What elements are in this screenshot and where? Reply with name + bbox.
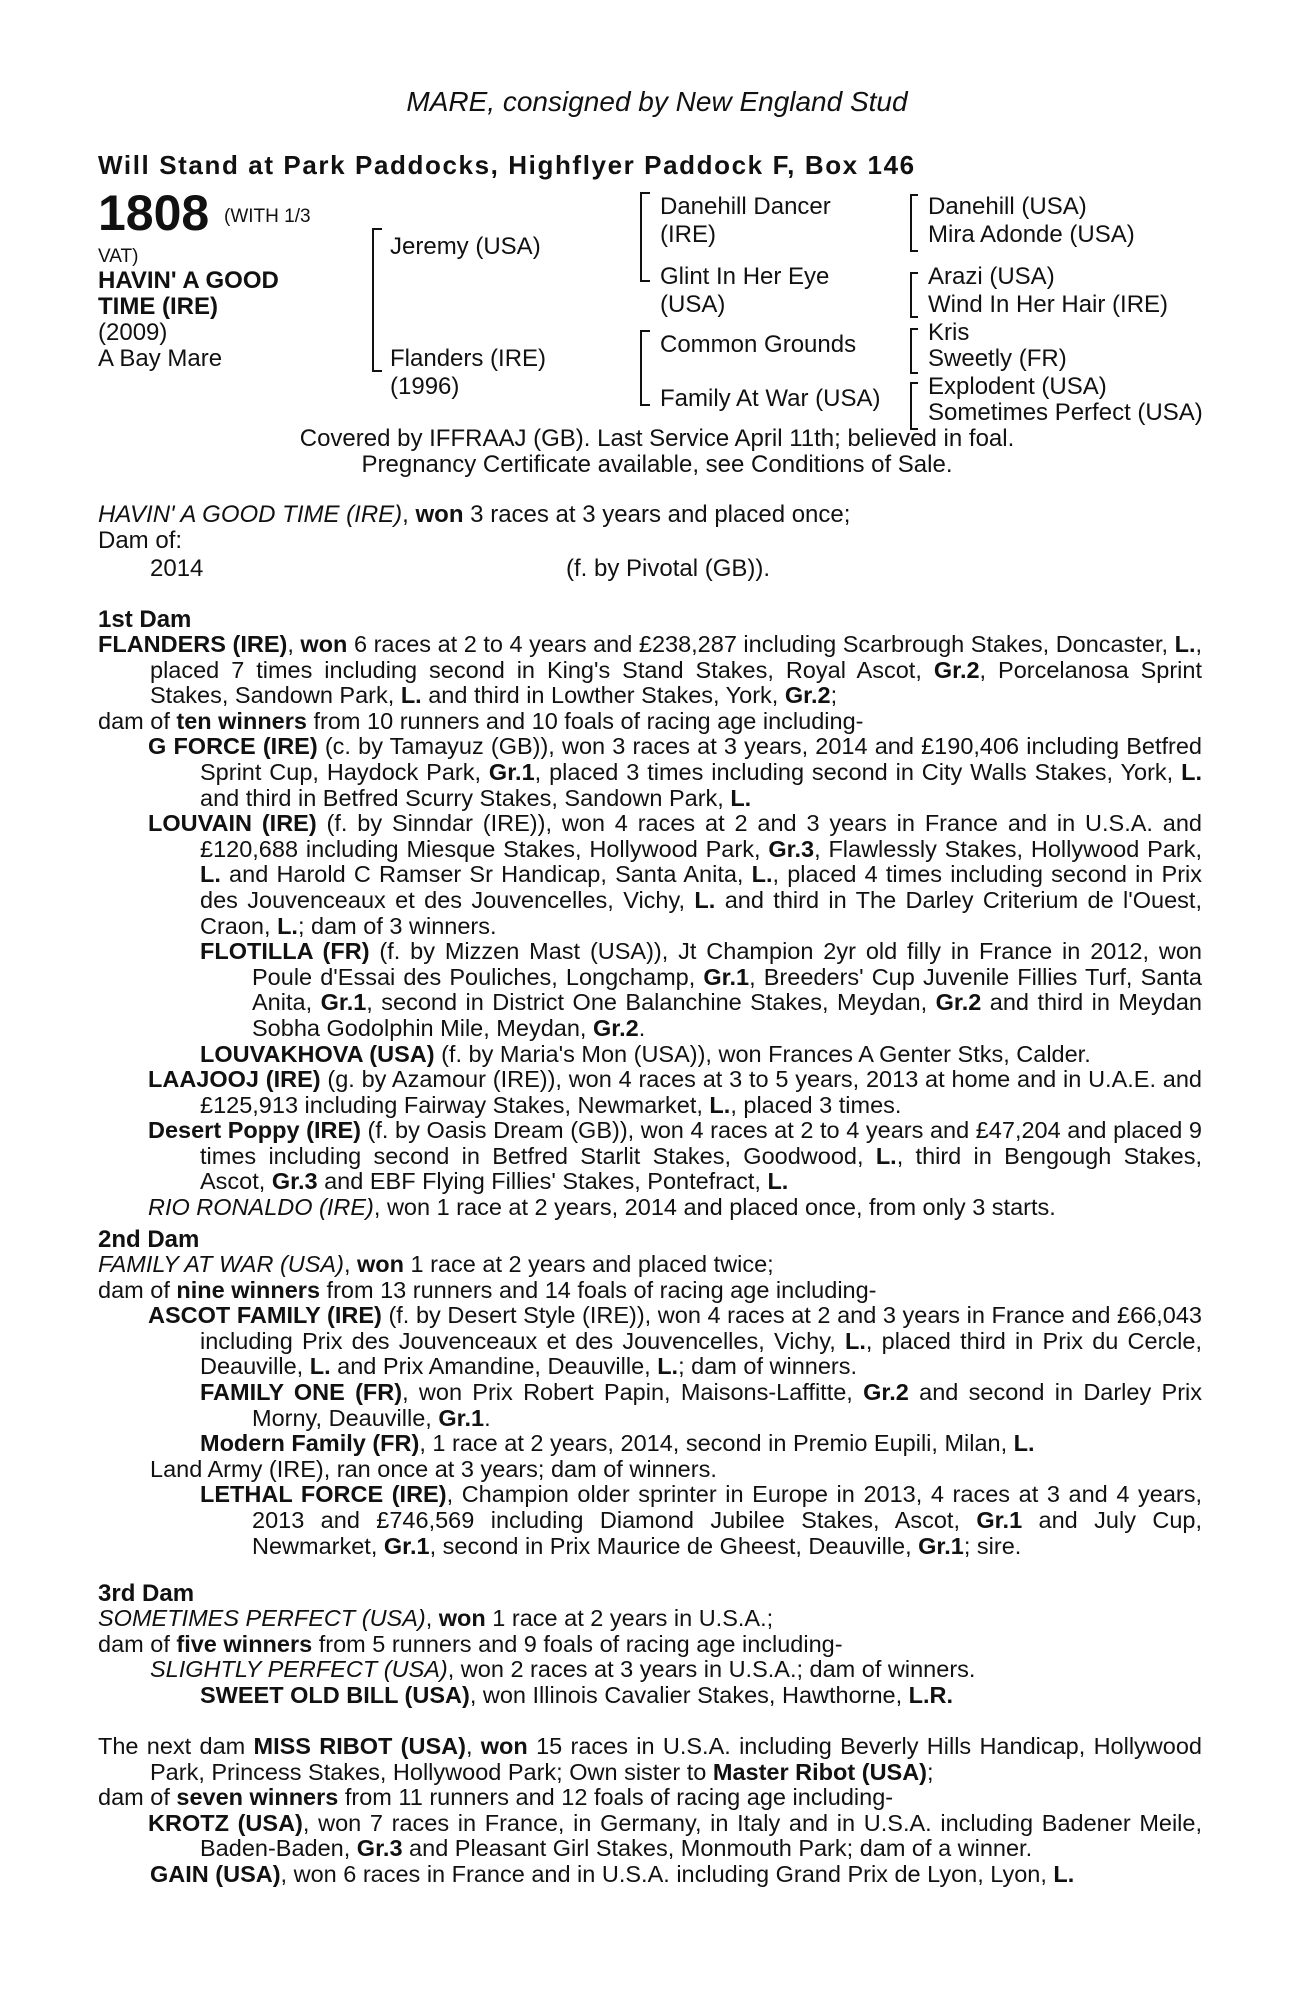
dam: Flanders (IRE) (390, 345, 547, 372)
sire-sire: Danehill Dancer (660, 193, 831, 220)
produce-name: HAVIN' A GOOD TIME (IRE) (98, 501, 403, 528)
dam-sire-sire: Kris (928, 319, 970, 346)
brace-g3-2 (910, 272, 918, 318)
produce-desert-poppy: Desert Poppy (IRE) (f. by Oasis Dream (GB)), won 4 races at 2 to 4 years and £47,204 and placed 9 times including second in Betfred Starlit Stakes, Goodwood, L., third in Bengough Stakes, Ascot, Gr.3 and EBF Flying Fillies' Stakes, Pontefract, L. (148, 1117, 1202, 1195)
foal-year: 2014 (150, 555, 204, 582)
next-dam-produce: dam of seven winners from 11 runners and 12 foals of racing age including- (98, 1784, 894, 1811)
produce-rio-ronaldo: RIO RONALDO (IRE), won 1 race at 2 years, 2014 and placed once, from only 3 starts. (148, 1194, 1056, 1221)
dam-dam-sire: Explodent (USA) (928, 373, 1107, 400)
third-dam-section (98, 1606, 1202, 1708)
pedigree-brace-dam (640, 330, 650, 406)
sire-dam-dam: Wind In Her Hair (IRE) (928, 291, 1169, 318)
brace-g3-1 (910, 194, 918, 252)
produce-modern-family: Modern Family (FR), 1 race at 2 years, 2014, second in Premio Eupili, Milan, L. (200, 1430, 1035, 1457)
produce-land-army: Land Army (IRE), ran once at 3 years; dam of winners. (150, 1455, 717, 1482)
produce-louvakhova: LOUVAKHOVA (USA) (f. by Maria's Mon (USA)), won Frances A Genter Stks, Calder. (200, 1040, 1091, 1067)
covering-line2: Pregnancy Certificate available, see Conditions of Sale. (361, 451, 953, 478)
horse-year: (2009) (98, 319, 168, 346)
horse-description: A Bay Mare (98, 345, 223, 372)
produce-gain: GAIN (USA), won 6 races in France and in U.S.A. including Grand Prix de Lyon, Lyon, L. (150, 1860, 1075, 1887)
vat-note: (WITH 1/3 (224, 206, 311, 227)
produce-text: 3 races at 3 years and placed once; (463, 501, 851, 528)
produce-family-one: FAMILY ONE (FR), won Prix Robert Papin, Maisons-Laffitte, Gr.2 and second in Darley Prix Morny, Deauville, Gr.1. (200, 1378, 1202, 1431)
produce-line: HAVIN' A GOOD TIME (IRE), won 3 races at 3 years and placed once; (98, 501, 851, 528)
produce-flotilla: FLOTILLA (FR) (f. by Mizzen Mast (USA)), Jt Champion 2yr old filly in France in 2012, won Poule d'Essai des Pouliches, Longchamp, Gr.1, Breeders' Cup Juvenile Fillies Turf, Santa Anita, Gr.1, second in District One Balanchine Stakes, Meydan, Gr.2 and third in Meydan Sobha Godolphin Mile, Meydan, Gr.2. (200, 938, 1202, 1041)
produce-lethal-force: LETHAL FORCE (IRE), Champion older sprinter in Europe in 2013, 4 races at 3 and 4 years, 2013 and £746,569 including Diamond Jubilee Stakes, Ascot, Gr.1 and July Cup, Newmarket, Gr.1, second in Prix Maurice de Gheest, Deauville, Gr.1; sire. (200, 1481, 1203, 1559)
first-dam-heading: 1st Dam (98, 606, 192, 633)
sire-dam-sire: Arazi (USA) (928, 263, 1055, 290)
pedigree-brace-main (372, 228, 382, 372)
dam-dam-dam: Sometimes Perfect (USA) (928, 399, 1203, 426)
pedigree-brace-sire (640, 192, 650, 282)
stand-location: Will Stand at Park Paddocks, Highflyer Paddock F, Box 146 (98, 150, 916, 180)
second-dam-produce: dam of nine winners from 13 runners and 14 foals of racing age including- (98, 1276, 877, 1303)
dam-of-label: Dam of: (98, 527, 183, 554)
dam-sire: Common Grounds (660, 331, 857, 358)
horse-name-line2: TIME (IRE) (98, 293, 218, 320)
produce-laajooj: LAAJOOJ (IRE) (g. by Azamour (IRE)), won 4 races at 3 to 5 years, 2013 at home and in U.A.E. and £125,913 including Fairway Stakes, Newmarket, L., placed 3 times. (148, 1066, 1202, 1118)
dam-year: (1996) (390, 373, 460, 400)
sire: Jeremy (USA) (390, 233, 541, 260)
brace-g3-3 (910, 328, 918, 374)
vat-note-cont: VAT) (98, 246, 139, 267)
next-dam-entry: The next dam MISS RIBOT (USA), won 15 races in U.S.A. including Beverly Hills Handicap, Hollywood Park, Princess Stakes, Hollywood Park; Own sister to Master Ribot (USA); (98, 1733, 1202, 1785)
won-label: won (415, 501, 464, 528)
foal-detail: (f. by Pivotal (GB)). (566, 555, 771, 582)
third-dam-produce: dam of five winners from 5 runners and 9 foals of racing age including- (98, 1630, 843, 1657)
covering-line1: Covered by IFFRAAJ (GB). Last Service April 11th; believed in foal. (299, 425, 1015, 452)
sire-sire-dam: Mira Adonde (USA) (928, 221, 1135, 248)
sire-sire-sire: Danehill (USA) (928, 193, 1087, 220)
produce-slightly-perfect: SLIGHTLY PERFECT (USA), won 2 races at 3 years in U.S.A.; dam of winners. (150, 1656, 976, 1683)
lot-number: 1808 (98, 185, 210, 241)
first-dam-produce: dam of ten winners from 10 runners and 10 foals of racing age including- (98, 707, 864, 734)
produce-ascot-family: ASCOT FAMILY (IRE) (f. by Desert Style (IRE)), won 4 races at 2 and 3 years in France and £66,043 including Prix des Jouvenceaux et des Jouvencelles, Vichy, L., placed third in Prix du Cercle, Deauville, L. and Prix Amandine, Deauville, L.; dam of winners. (148, 1302, 1202, 1380)
sire-dam: Glint In Her Eye (660, 263, 830, 290)
next-dam-section (98, 1734, 1202, 1888)
first-dam-entry: FLANDERS (IRE), won 6 races at 2 to 4 years and £238,287 including Scarbrough Stakes, Doncaster, L., placed 7 times including second in King's Stand Stakes, Royal Ascot, Gr.2, Porcelanosa Sprint Stakes, Sandown Park, L. and third in Lowther Stakes, York, Gr.2; (98, 631, 1203, 709)
produce-sweet-old-bill: SWEET OLD BILL (USA), won Illinois Cavalier Stakes, Hawthorne, L.R. (200, 1681, 954, 1708)
first-dam-section (98, 632, 1202, 1221)
horse-name-line1: HAVIN' A GOOD (98, 267, 279, 294)
third-dam-heading: 3rd Dam (98, 1580, 195, 1607)
second-dam-heading: 2nd Dam (98, 1226, 200, 1253)
brace-g3-4 (910, 382, 918, 430)
page-title: MARE, consigned by New England Stud (406, 86, 908, 117)
third-dam-entry: SOMETIMES PERFECT (USA), won 1 race at 2 years in U.S.A.; (98, 1605, 774, 1631)
dam-dam: Family At War (USA) (660, 385, 881, 412)
produce-g-force: G FORCE (IRE) (c. by Tamayuz (GB)), won 3 races at 3 years, 2014 and £190,406 including Betfred Sprint Cup, Haydock Park, Gr.1, placed 3 times including second in City Walls Stakes, York, L. and third in Betfred Scurry Stakes, Sandown Park, L. (148, 733, 1202, 811)
sire-sire-cont: (IRE) (660, 221, 716, 248)
dam-sire-dam: Sweetly (FR) (928, 345, 1067, 372)
produce-krotz: KROTZ (USA), won 7 races in France, in Germany, in Italy and in U.S.A. including Badener Meile, Baden-Baden, Gr.3 and Pleasant Girl Stakes, Monmouth Park; dam of a winner. (148, 1809, 1203, 1862)
second-dam-entry: FAMILY AT WAR (USA), won 1 race at 2 years and placed twice; (98, 1251, 774, 1277)
sire-dam-cont: (USA) (660, 291, 726, 318)
produce-louvain: LOUVAIN (IRE) (f. by Sinndar (IRE)), won 4 races at 2 and 3 years in France and in U.S.A. and £120,688 including Miesque Stakes, Hollywood Park, Gr.3, Flawlessly Stakes, Hollywood Park, L. and Harold C Ramser Sr Handicap, Santa Anita, L., placed 4 times including second in Prix des Jouvenceaux et des Jouvencelles, Vichy, L. and third in The Darley Criterium de l'Ouest, Craon, L.; dam of 3 winners. (148, 810, 1202, 939)
second-dam-section (98, 1252, 1202, 1559)
